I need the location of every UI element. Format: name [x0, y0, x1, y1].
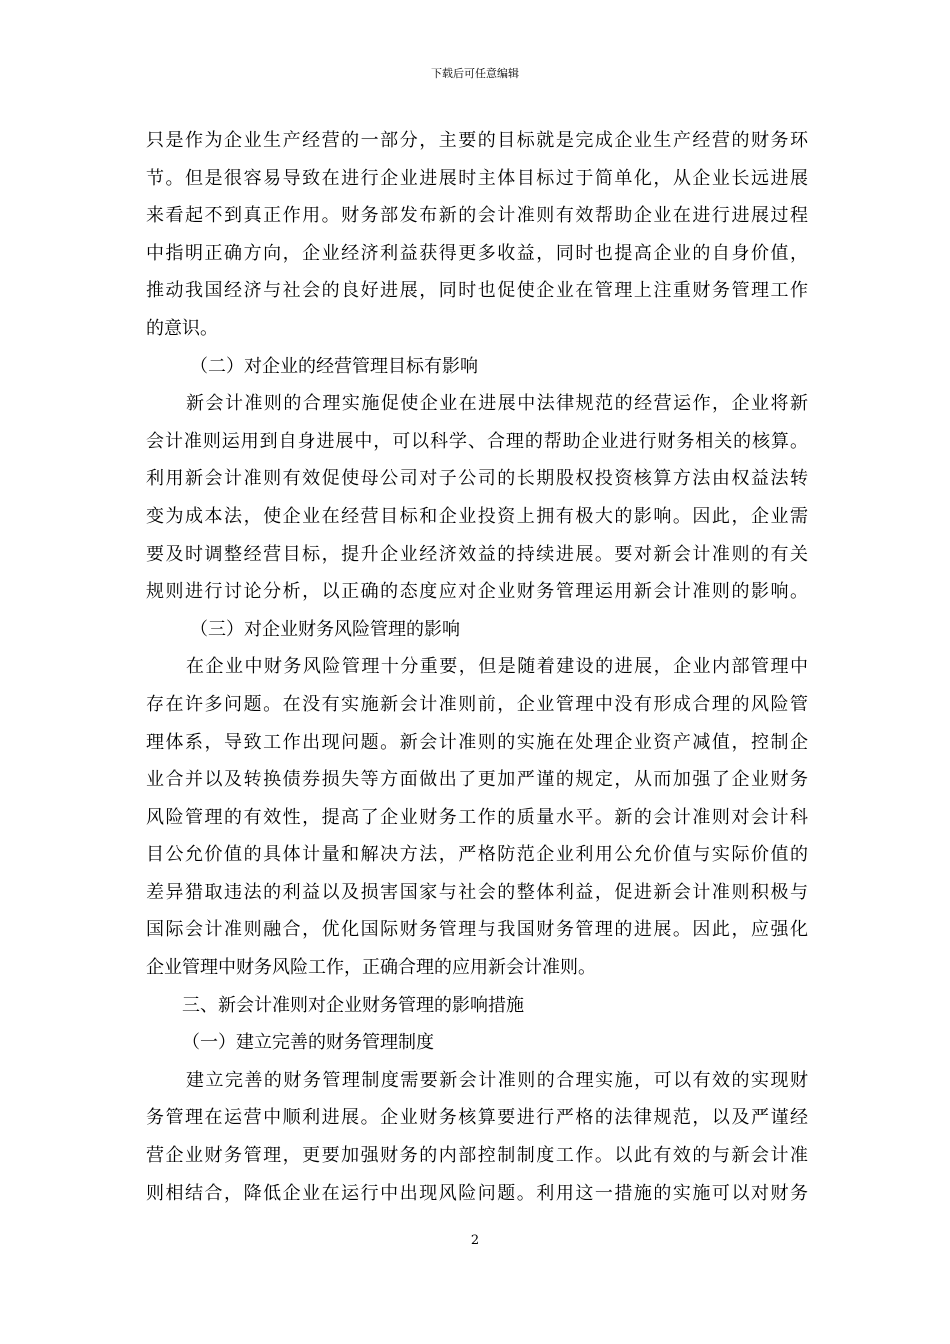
text-line: 规则进行讨论分析，以正确的态度应对企业财务管理运用新会计准则的影响。 [146, 581, 808, 603]
text-line: 变为成本法，使企业在经营目标和企业投资上拥有极大的影响。因此，企业需 [146, 505, 808, 527]
section-heading: （一）建立完善的财务管理制度 [182, 1032, 434, 1054]
text-line: 务管理在运营中顺利进展。企业财务核算要进行严格的法律规范，以及严谨经 [146, 1107, 808, 1129]
text-line: 则相结合，降低企业在运行中出现风险问题。利用这一措施的实施可以对财务 [146, 1182, 808, 1204]
text-line: 理体系，导致工作出现问题。新会计准则的实施在处理企业资产减值，控制企 [146, 731, 808, 753]
text-line: 在企业中财务风险管理十分重要，但是随着建设的进展，企业内部管理中 [186, 656, 808, 678]
section-heading: 三、新会计准则对企业财务管理的影响措施 [182, 994, 524, 1016]
text-line: 建立完善的财务管理制度需要新会计准则的合理实施，可以有效的实现财 [186, 1069, 808, 1091]
text-line: 利用新会计准则有效促使母公司对子公司的长期股权投资核算方法由权益法转 [146, 468, 808, 490]
text-line: 存在许多问题。在没有实施新会计准则前，企业管理中没有形成合理的风险管 [146, 693, 808, 715]
text-line: 国际会计准则融合，优化国际财务管理与我国财务管理的进展。因此，应强化 [146, 919, 808, 941]
text-line: 会计准则运用到自身进展中，可以科学、合理的帮助企业进行财务相关的核算。 [146, 430, 808, 452]
text-line: 来看起不到真正作用。财务部发布新的会计准则有效帮助企业在进行进展过程 [146, 205, 808, 227]
text-line: 新会计准则的合理实施促使企业在进展中法律规范的经营运作，企业将新 [186, 393, 808, 415]
text-line: 要及时调整经营目标，提升企业经济效益的持续进展。要对新会计准则的有关 [146, 543, 808, 565]
text-line: 目公允价值的具体计量和解决方法，严格防范企业利用公允价值与实际价值的 [146, 844, 808, 866]
page-number: 2 [470, 1233, 480, 1248]
text-line: 差异猎取违法的利益以及损害国家与社会的整体利益，促进新会计准则积极与 [146, 881, 808, 903]
text-line: 风险管理的有效性，提高了企业财务工作的质量水平。新的会计准则对会计科 [146, 806, 808, 828]
text-line: 营企业财务管理，更要加强财务的内部控制制度工作。以此有效的与新会计准 [146, 1145, 808, 1167]
text-line: 的意识。 [146, 317, 218, 339]
text-line: 推动我国经济与社会的良好进展，同时也促使企业在管理上注重财务管理工作 [146, 280, 808, 302]
page-header: 下载后可任意编辑 [431, 67, 519, 80]
section-heading: （三）对企业财务风险管理的影响 [190, 618, 460, 640]
section-heading: （二）对企业的经营管理目标有影响 [190, 355, 478, 377]
document-body [146, 122, 808, 1212]
text-line: 节。但是很容易导致在进行企业进展时主体目标过于简单化，从企业长远进展 [146, 167, 808, 189]
text-line: 业合并以及转换债券损失等方面做出了更加严谨的规定，从而加强了企业财务 [146, 769, 808, 791]
text-line: 企业管理中财务风险工作，正确合理的应用新会计准则。 [146, 957, 596, 979]
text-line: 中指明正确方向，企业经济利益获得更多收益，同时也提高企业的自身价值， [146, 242, 808, 264]
text-line: 只是作为企业生产经营的一部分，主要的目标就是完成企业生产经营的财务环 [146, 130, 808, 151]
